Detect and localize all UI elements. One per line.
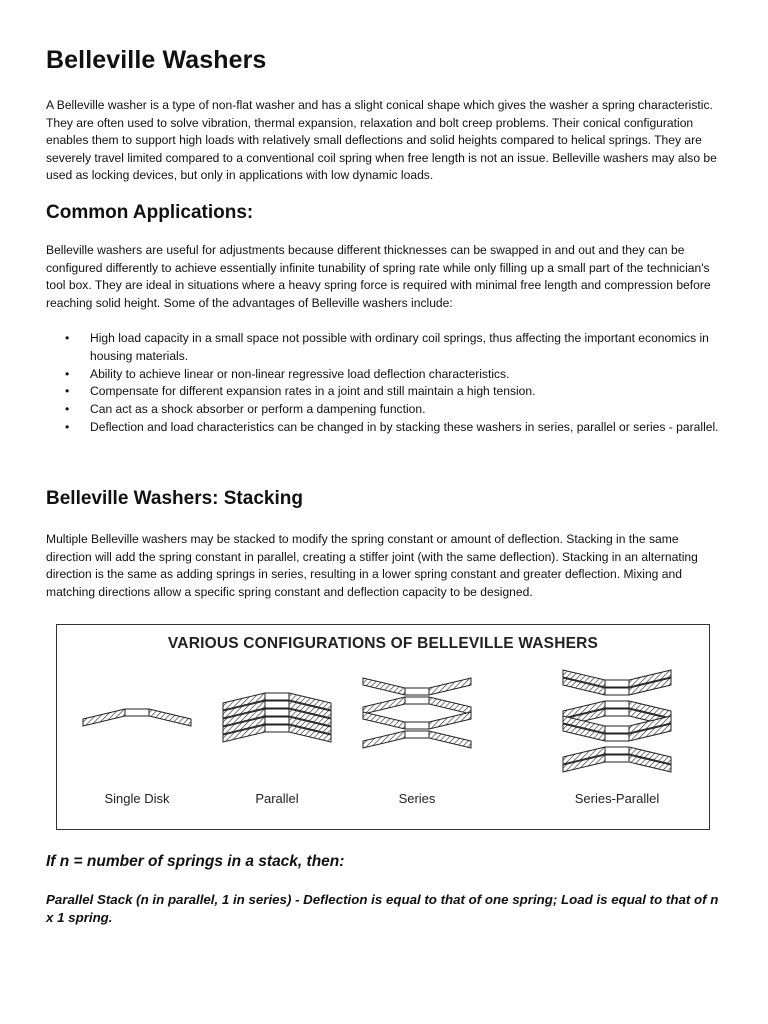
applications-paragraph: Belleville washers are useful for adjustments because different thicknesses can be swapped in and out and they can be configured differently to achieve essentially infinite tunability of spring rate while only filling up a small part of the technician's tool box. They are ideal in situations where a heavy spring force is required with minimal free length and compression before reaching solid height. Some of the advantages of Belleville washers include: — [46, 243, 711, 310]
figure-title: VARIOUS CONFIGURATIONS OF BELLEVILLE WASHERS — [167, 635, 599, 652]
bullet-icon: • — [65, 419, 70, 434]
intro-paragraph: A Belleville washer is a type of non-flat washer and has a slight conical shape which gives the washer a spring characteristic. They are often used to solve vibration, thermal expansion, relaxation and bolt creep problems. Their conical configuration enables them to support high loads with relatively small deflections and solid heights compared to helical springs. They are severely travel limited compared to a conventional coil spring when free length is not an issue. Belleville washers may also be used as locking devices, but only in applications with low dynamic loads. — [46, 98, 717, 183]
list-item: • Ability to achieve linear or non-linear regressive load deflection characteristics. — [46, 366, 726, 384]
page-title: Belleville Washers — [46, 46, 267, 74]
series-parallel-stack-drawing — [563, 670, 671, 772]
applications-heading: Common Applications: — [46, 202, 254, 223]
label-single-disk: Single Disk — [104, 791, 170, 806]
stacking-heading: Belleville Washers: Stacking — [46, 488, 303, 509]
bullet-icon: • — [65, 384, 70, 399]
series-stack-drawing — [363, 678, 471, 748]
advantages-list — [46, 330, 726, 437]
bullet-icon: • — [65, 366, 70, 381]
label-series-parallel: Series-Parallel — [574, 791, 660, 806]
bullet-icon: • — [65, 331, 70, 345]
parallel-stack-text: Parallel Stack (n in parallel, 1 in series) - Deflection is equal to that of one spring; Load is equal to that of n x 1 spring. — [46, 892, 719, 925]
list-item: • High load capacity in a small space not possible with ordinary coil springs, thus affecting the important economics in housing materials. — [65, 331, 709, 363]
label-parallel: Parallel — [255, 791, 299, 806]
formula-heading: If n = number of springs in a stack, then: — [46, 853, 345, 870]
washer-configurations-figure — [56, 624, 710, 830]
list-item: • Can act as a shock absorber or perform a dampening function. — [46, 401, 726, 419]
list-item: • Deflection and load characteristics can be changed in by stacking these washers in series, parallel or series - parallel. — [46, 419, 726, 437]
bullet-icon: • — [65, 402, 70, 417]
single-disk-drawing — [83, 709, 191, 726]
label-series: Series — [398, 791, 436, 806]
list-item: • Compensate for different expansion rates in a joint and still maintain a high tension. — [46, 383, 726, 401]
stacking-paragraph: Multiple Belleville washers may be stacked to modify the spring constant or amount of deflection. Stacking in the same direction will add the spring constant in parallel, creating a stiffer joint (with the same deflection). Stacking in an alternating direction is the same as adding springs in series, resulting in a lower spring constant and greater deflection. Mixing and matching directions allow a specific spring constant and deflection capacity to be designed. — [46, 532, 698, 599]
parallel-stack-drawing — [223, 693, 331, 742]
